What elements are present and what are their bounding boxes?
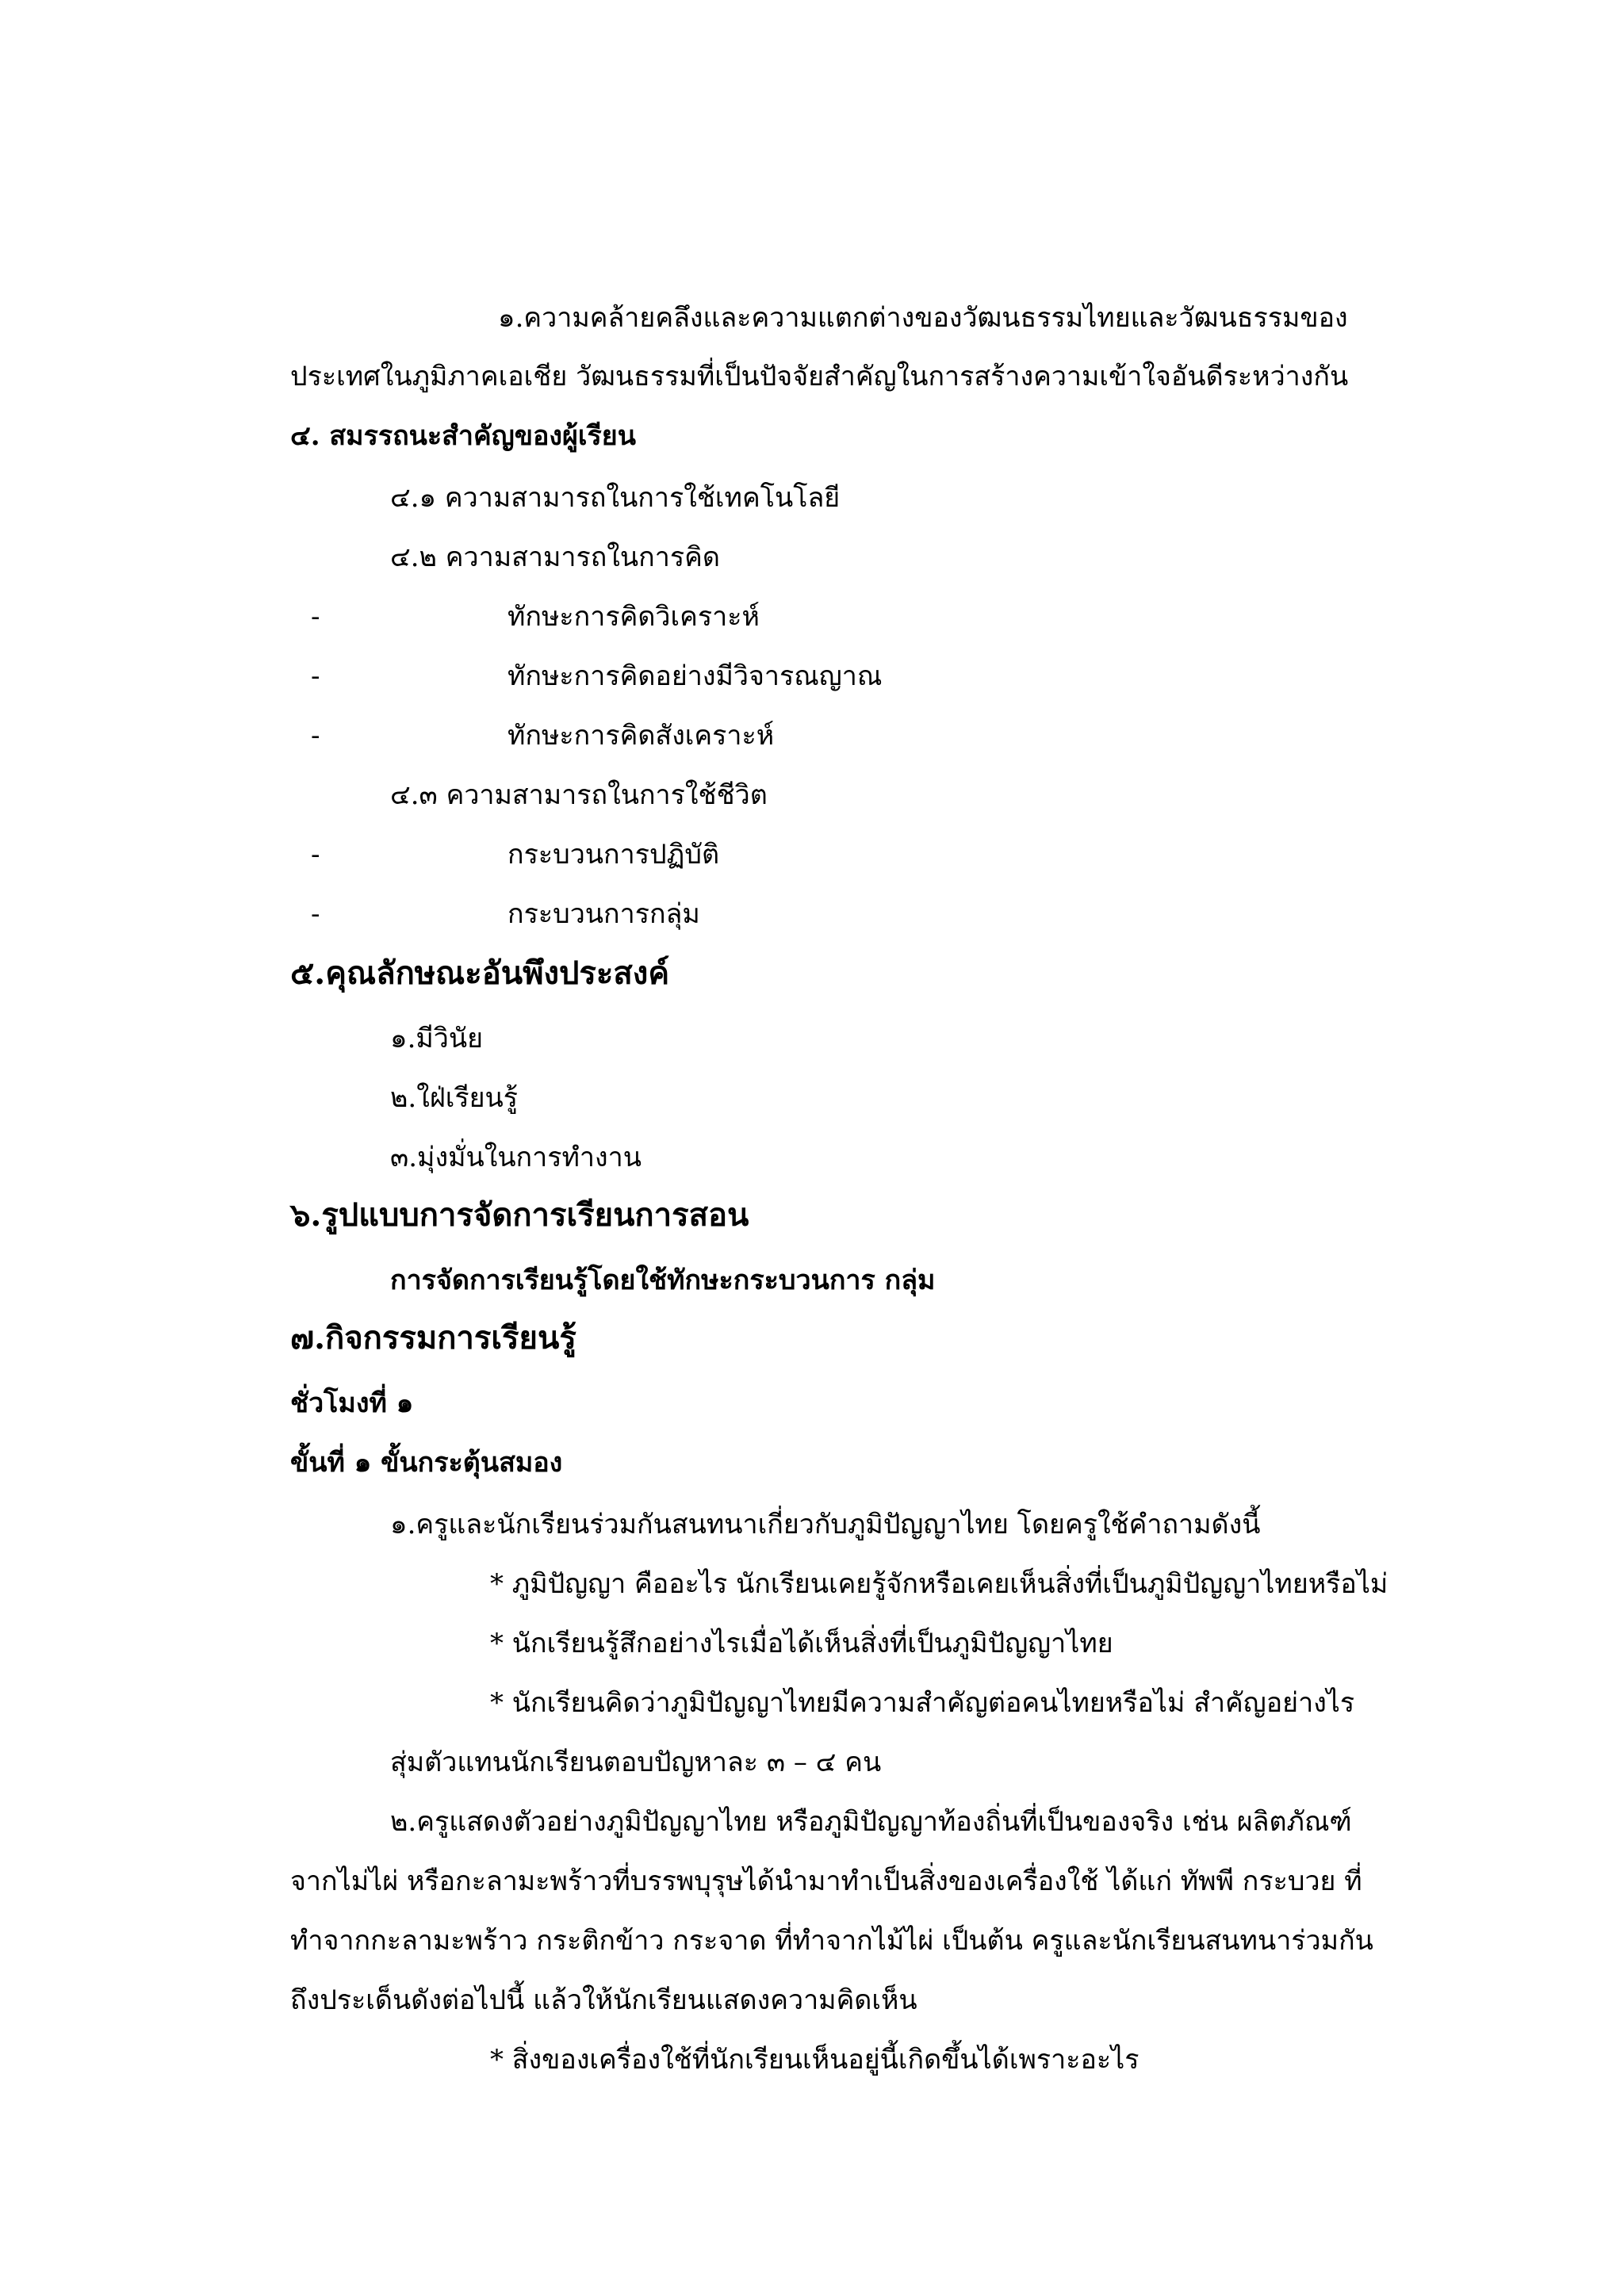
bullet-text: กระบวนการปฏิบัติ bbox=[508, 839, 720, 871]
paragraph-line: ประเทศในภูมิภาคเอเชีย วัฒนธรรมที่เป็นปัจจัยสำคัญในการสร้างความเข้าใจอันดีระหว่างกัน bbox=[290, 361, 1349, 392]
bullet-text: ทักษะการคิดวิเคราะห์ bbox=[508, 601, 760, 633]
activity-item: ๑.ครูและนักเรียนร่วมกันสนทนาเกี่ยวกับภูมิปัญญาไทย โดยครูใช้คำถามดังนี้ bbox=[390, 1509, 1261, 1540]
bullet-text: กระบวนการกลุ่ม bbox=[508, 898, 700, 930]
list-item: ๔.๒ ความสามารถในการคิด bbox=[390, 541, 720, 573]
question-item: * สิ่งของเครื่องใช้ที่นักเรียนเห็นอยู่นี้เกิดขึ้นได้เพราะอะไร bbox=[490, 2044, 1139, 2076]
list-item: ๓.มุ่งมั่นในการทำงาน bbox=[390, 1142, 642, 1173]
question-item: * นักเรียนคิดว่าภูมิปัญญาไทยมีความสำคัญต่อคนไทยหรือไม่ สำคัญอย่างไร bbox=[490, 1687, 1355, 1719]
paragraph-line: จากไม่ไผ่ หรือกะลามะพร้าวที่บรรพบุรุษได้นำมาทำเป็นสิ่งของเครื่องใช้ ได้แก่ ทัพพี กระบวย ที่ bbox=[290, 1866, 1362, 1897]
section-5-heading: ๕.คุณลักษณะอันพึงประสงค์ bbox=[290, 955, 670, 992]
list-item: ๔.๓ ความสามารถในการใช้ชีวิต bbox=[390, 779, 768, 811]
dash-bullet: - bbox=[311, 720, 320, 752]
paragraph-line: ๑.ความคล้ายคลึงและความแตกต่างของวัฒนธรรมไทยและวัฒนธรรมของ bbox=[498, 302, 1348, 334]
question-item: * นักเรียนรู้สึกอย่างไรเมื่อได้เห็นสิ่งที่เป็นภูมิปัญญาไทย bbox=[490, 1628, 1113, 1659]
paragraph-line: ทำจากกะลามะพร้าว กระติกข้าว กระจาด ที่ทำจากไม้ไผ่ เป็นต้น ครูและนักเรียนสนทนาร่วมกัน bbox=[290, 1925, 1373, 1957]
sample-note: สุ่มตัวแทนนักเรียนตอบปัญหาละ ๓ – ๔ คน bbox=[390, 1747, 882, 1778]
list-item: ๒.ใฝ่เรียนรู้ bbox=[390, 1082, 519, 1114]
paragraph-line: ๒.ครูแสดงตัวอย่างภูมิปัญญาไทย หรือภูมิปัญญาท้องถิ่นที่เป็นของจริง เช่น ผลิตภัณฑ์ bbox=[390, 1806, 1352, 1838]
hour-label: ชั่วโมงที่ ๑ bbox=[290, 1387, 414, 1419]
dash-bullet: - bbox=[311, 839, 320, 871]
step-label: ขั้นที่ ๑ ขั้นกระตุ้นสมอง bbox=[290, 1447, 563, 1479]
section-7-heading: ๗.กิจกรรมการเรียนรู้ bbox=[290, 1319, 576, 1357]
section-6-heading: ๖.รูปแบบการจัดการเรียนการสอน bbox=[290, 1196, 749, 1234]
dash-bullet: - bbox=[311, 660, 320, 692]
bullet-text: ทักษะการคิดสังเคราะห์ bbox=[508, 720, 775, 752]
section-4-heading: ๔. สมรรถนะสำคัญของผู้เรียน bbox=[290, 420, 636, 452]
list-item: ๔.๑ ความสามารถในการใช้เทคโนโลยี bbox=[390, 482, 841, 514]
dash-bullet: - bbox=[311, 898, 320, 930]
section-6-body: การจัดการเรียนรู้โดยใช้ทักษะกระบวนการ กลุ่ม bbox=[390, 1265, 936, 1296]
list-item: ๑.มีวินัย bbox=[390, 1023, 484, 1054]
question-item: * ภูมิปัญญา คืออะไร นักเรียนเคยรู้จักหรือเคยเห็นสิ่งที่เป็นภูมิปัญญาไทยหรือไม่ bbox=[490, 1568, 1388, 1600]
paragraph-line: ถึงประเด็นดังต่อไปนี้ แล้วให้นักเรียนแสดงความคิดเห็น bbox=[290, 1984, 917, 2016]
bullet-text: ทักษะการคิดอย่างมีวิจารณญาณ bbox=[508, 660, 883, 692]
dash-bullet: - bbox=[311, 601, 320, 633]
